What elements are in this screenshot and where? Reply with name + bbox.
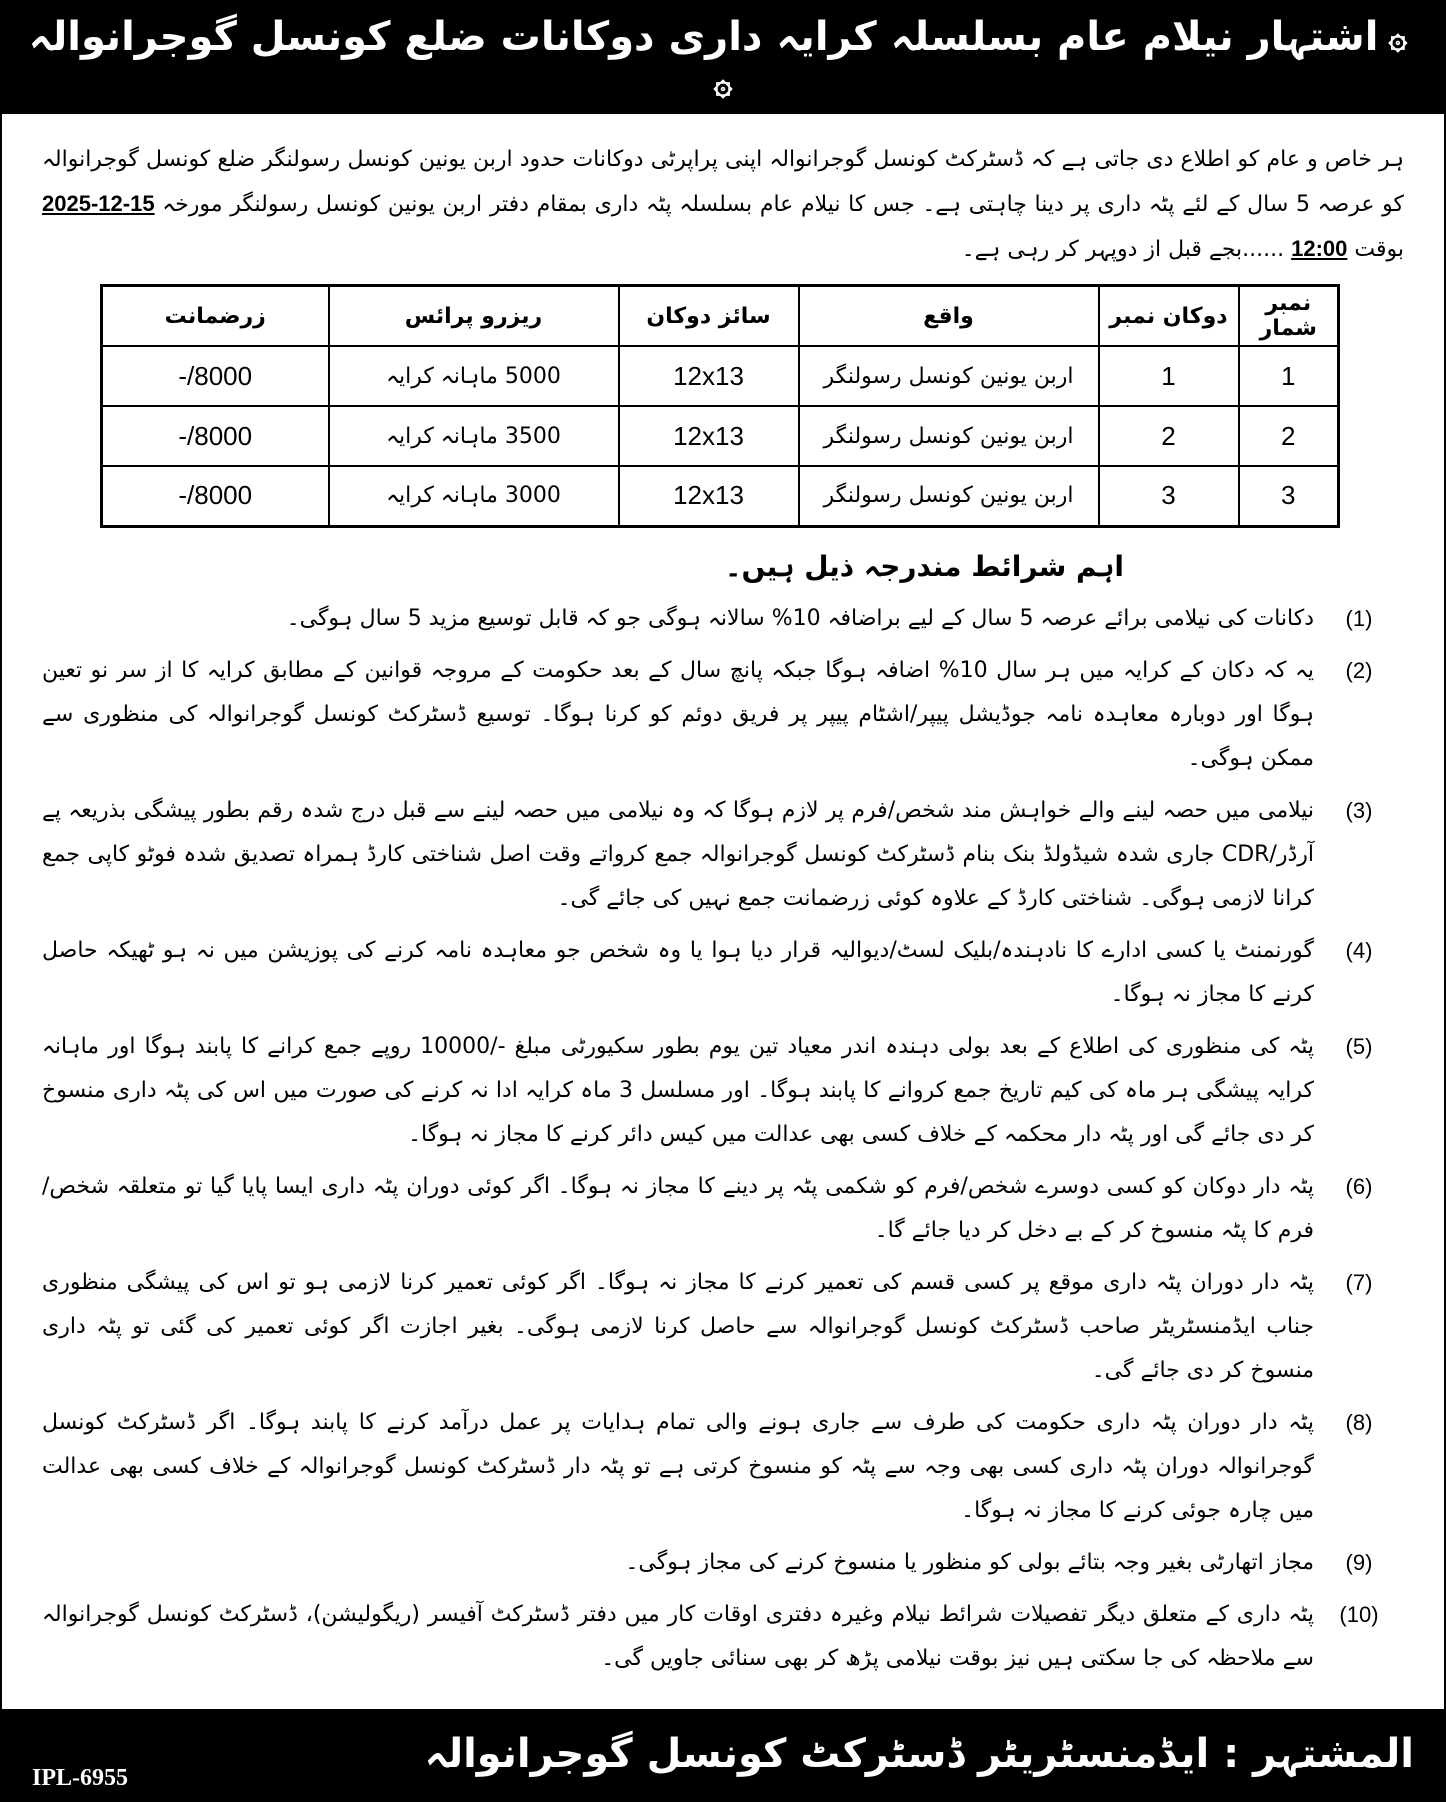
cell: اربن یونین کونسل رسولنگر	[799, 406, 1099, 466]
condition-number: (10)	[1339, 1601, 1379, 1627]
shops-table	[100, 284, 1340, 528]
condition-item	[42, 1261, 1404, 1393]
condition-number: (9)	[1345, 1549, 1373, 1575]
condition-item	[42, 1401, 1404, 1533]
cell: اربن یونین کونسل رسولنگر	[799, 346, 1099, 406]
condition-text: یہ کہ دکان کے کرایہ میں ہر سال 10% اضافہ ہوگا جبکہ پانچ سال کے بعد حکومت کے مروجہ قوانین کے مطابق کرایہ کا از سر نو تعین ہوگا اور دوبارہ معاہدہ نامہ جوڈیشل پیپر/اشٹام پیپر پر فریق دوئم کو کرنا ہوگا۔ توسیع ڈسٹرکٹ کونسل گوجرانوالہ کی منظوری سے ممکن ہوگی۔	[42, 657, 1314, 771]
table-row	[102, 346, 1339, 406]
reference-code: IPL-6955	[32, 1764, 128, 1791]
cell: اربن یونین کونسل رسولنگر	[799, 466, 1099, 526]
condition-text: مجاز اتھارٹی بغیر وجہ بتائے بولی کو منظور یا منسوخ کرنے کی مجاز ہوگی۔	[625, 1549, 1314, 1575]
cell: 3	[1239, 466, 1339, 526]
conditions-heading: اہم شرائط مندرجہ ذیل ہیں۔	[725, 549, 1124, 583]
column-header: سائز دوکان	[619, 286, 799, 347]
condition-number: (8)	[1345, 1409, 1373, 1435]
auction-time: 12:00	[1291, 236, 1348, 261]
advertiser-name: المشتہر : ایڈمنسٹریٹر ڈسٹرکٹ کونسل گوجرانوالہ	[424, 1731, 1414, 1777]
condition-number: (7)	[1345, 1269, 1373, 1295]
condition-number: (4)	[1345, 937, 1373, 963]
condition-text: پٹہ کی منظوری کی اطلاع کے بعد بولی دہندہ اندر معیاد تین یوم بطور سکیورٹی مبلغ -/10000 روپے جمع کرانے کا پابند ہوگا اور ماہانہ کرایہ پیشگی ہر ماہ کی کیم تاریخ جمع کروانے کا پابند ہوگا۔ اور مسلسل 3 ماہ کرایہ ادا نہ کرنے کی صورت میں اس کی پٹہ داری منسوخ کر دی جائے گی اور پٹہ دار محکمہ کے خلاف کسی بھی عدالت میں کیس دائر کرنے کا مجاز نہ ہوگا۔	[42, 1033, 1314, 1147]
condition-item	[42, 789, 1404, 921]
column-header: زرضمانت	[102, 286, 329, 347]
condition-text: پٹہ دار دوکان کو کسی دوسرے شخص/فرم کو شکمی پٹہ پر دینے کا مجاز نہ ہوگا۔ اگر کوئی دوران پٹہ داری ایسا پایا گیا تو متعلقہ شخص/فرم کا پٹہ منسوخ کر کے بے دخل کر دیا جائے گا۔	[42, 1173, 1314, 1243]
intro-text-a: دینا چاہتی ہے۔ جس کا نیلام عام بسلسلہ پٹہ داری بمقام دفتر اربن یونین کونسل رسولنگر مورخہ	[162, 192, 1064, 217]
condition-number: (5)	[1345, 1033, 1373, 1059]
table-row	[102, 406, 1339, 466]
condition-text: پٹہ دار دوران پٹہ داری حکومت کی طرف سے جاری ہونے والی تمام ہدایات پر عمل درآمد کرنے کا پابند ہوگا۔ اگر ڈسٹرکٹ کونسل گوجرانوالہ دوران پٹہ داری کسی بھی وجہ سے پٹہ کو منسوخ کرتی ہے تو پٹہ دار ڈسٹرکٹ کونسل گوجرانوالہ کے خلاف کسی بھی عدالت میں چارہ جوئی کرنے کا مجاز نہ ہوگا۔	[42, 1409, 1314, 1523]
ad-title: اشتہار نیلام عام بسلسلہ کرایہ داری دوکانات ضلع کونسل گوجرانوالہ	[28, 14, 1379, 60]
cell: 12x13	[619, 406, 799, 466]
cell: 3	[1099, 466, 1239, 526]
condition-item	[42, 649, 1404, 781]
condition-text: پٹہ دار دوران پٹہ داری موقع پر کسی قسم کی تعمیر کرنے کا مجاز نہ ہوگا۔ اگر کوئی تعمیر کرنا لازمی ہو تو اس کی پیشگی منظوری جناب ایڈمنسٹریٹر صاحب ڈسٹرکٹ کونسل گوجرانوالہ سے حاصل کرنا لازمی ہوگی۔ بغیر اجازت اگر کوئی تعمیر کی گئی تو پٹہ داری منسوخ کر دی جائے گی۔	[42, 1269, 1315, 1383]
cell: 12x13	[619, 466, 799, 526]
condition-item	[42, 929, 1404, 1017]
cell: 12x13	[619, 346, 799, 406]
column-header: نمبر شمار	[1239, 286, 1339, 347]
condition-text: نیلامی میں حصہ لینے والے خواہش مند شخص/فرم پر لازم ہوگا کہ وہ نیلامی میں حصہ لینے سے قبل درج شدہ رقم بطور پیشگی بذریعہ پے آرڈر/CDR جاری شدہ شیڈولڈ بنک بنام ڈسٹرکٹ کونسل گوجرانوالہ جمع کرواتے وقت اصل شناختی کارڈ ہمراہ تصدیق شدہ فوٹو کاپی جمع کرانا لازمی ہوگی۔ شناختی کارڈ کے علاوہ کوئی زرضمانت جمع نہیں کی جائے گی۔	[42, 797, 1314, 911]
condition-item	[42, 1593, 1404, 1681]
auction-date: 15-12-2025	[42, 191, 155, 216]
cell: 8000/-	[102, 466, 329, 526]
condition-number: (1)	[1345, 605, 1373, 631]
cell: 8000/-	[102, 406, 329, 466]
ornament-icon: ۞	[1388, 18, 1408, 56]
condition-text: گورنمنٹ یا کسی ادارے کا نادہندہ/بلیک لسٹ/دیوالیہ قرار دیا ہوا یا وہ شخص جو معاہدہ نامہ کرنے کی پوزیشن میں نہ ہو ٹھیکہ حاصل کرنے کا مجاز نہ ہوگا۔	[42, 937, 1314, 1007]
intro-line-1: ہر خاص و عام کو اطلاع دی جاتی ہے کہ ڈسٹرکٹ کونسل گوجرانوالہ اپنی پراپرٹی دوکانات حدود اربن یونین کونسل رسولنگر ضلع کونسل گوجرانوالہ کو عرصہ 5 سال کے لئے پٹہ داری پر	[42, 147, 1405, 217]
ornament-icon: ۞	[713, 64, 733, 102]
cell: 1	[1239, 346, 1339, 406]
table-row	[102, 466, 1339, 526]
cell: 2	[1099, 406, 1239, 466]
condition-item	[42, 1541, 1404, 1585]
column-header: ریزرو پرائس	[329, 286, 619, 347]
condition-text: دکانات کی نیلامی برائے عرصہ 5 سال کے لیے براضافہ 10% سالانہ ہوگی جو کہ قابل توسیع مزید 5 سال ہوگی۔	[286, 605, 1314, 631]
intro-text-c: ......بجے قبل از دوپہر کر رہی ہے۔	[961, 237, 1285, 262]
cell: 2	[1239, 406, 1339, 466]
cell: 1	[1099, 346, 1239, 406]
cell: 3000 ماہانہ کرایہ	[329, 466, 619, 526]
cell: 8000/-	[102, 346, 329, 406]
cell: 5000 ماہانہ کرایہ	[329, 346, 619, 406]
intro-text-b: بوقت	[1354, 237, 1404, 262]
condition-item	[42, 597, 1404, 641]
ad-body	[2, 114, 1444, 1709]
footer-bar	[2, 1709, 1444, 1800]
cell: 3500 ماہانہ کرایہ	[329, 406, 619, 466]
condition-item	[42, 1025, 1404, 1157]
condition-number: (2)	[1345, 657, 1373, 683]
column-header: واقع	[799, 286, 1099, 347]
header-bar	[2, 2, 1444, 114]
condition-number: (6)	[1345, 1173, 1373, 1199]
intro-paragraph	[42, 138, 1404, 272]
column-header: دوکان نمبر	[1099, 286, 1239, 347]
condition-item	[42, 1165, 1404, 1253]
condition-text: پٹہ داری کے متعلق دیگر تفصیلات شرائط نیلام وغیرہ دفتری اوقات کار میں دفتر ڈسٹرکٹ آفیسر (ریگولیشن)، ڈسٹرکٹ کونسل گوجرانوالہ سے ملاحظہ کی جا سکتی ہیں نیز بوقت نیلامی پڑھ کر بھی سنائی جاویں گی۔	[42, 1601, 1314, 1671]
condition-number: (3)	[1345, 797, 1373, 823]
table-header-row	[102, 286, 1339, 347]
